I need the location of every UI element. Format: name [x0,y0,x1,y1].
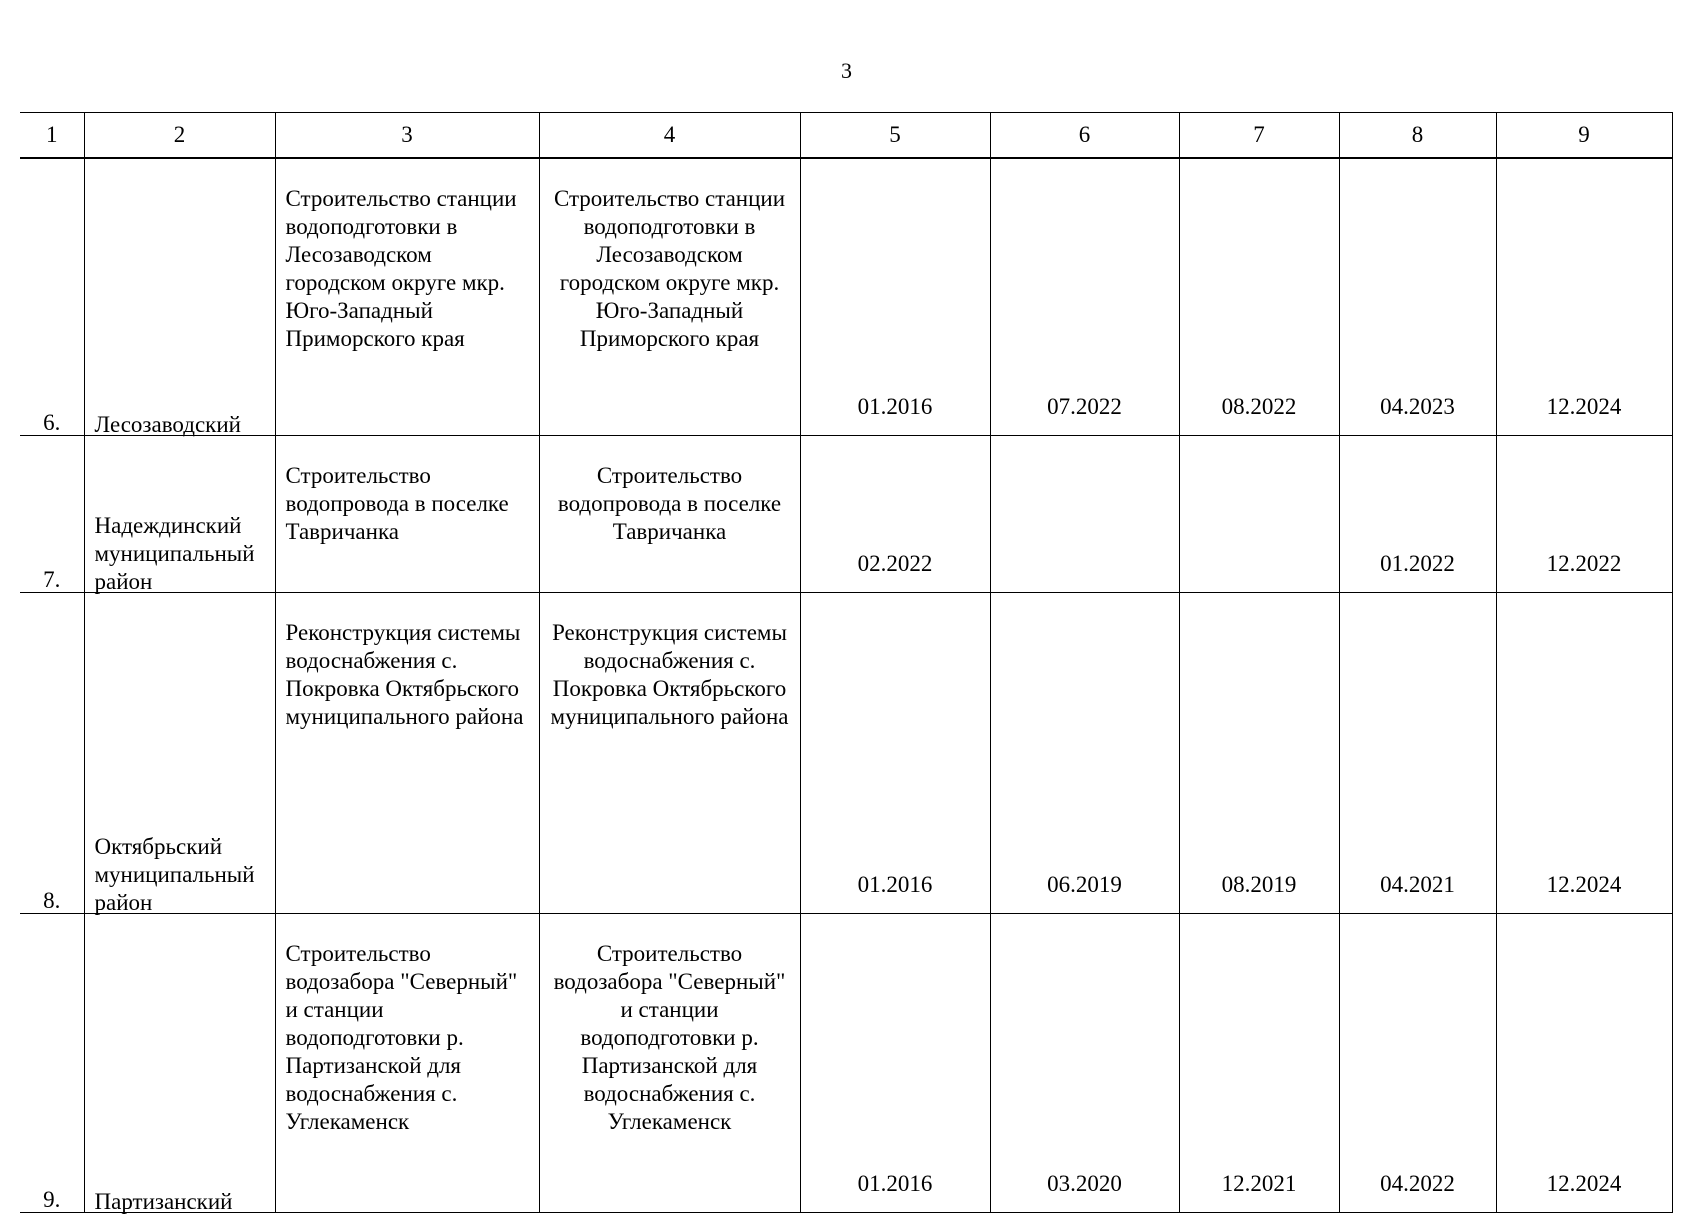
table-header-row [20,113,1672,159]
table-row [20,914,1672,1213]
header-cell-5: 5 [800,113,990,159]
row-number: 6. [43,410,61,435]
header-cell-3: 3 [275,113,539,159]
region-name: Партизанский [94,1189,233,1214]
header-cell-6: 6 [990,113,1179,159]
row-number-cell [20,158,84,436]
object-name-cell: Строительство водопровода в поселке Тавричанка [539,436,800,593]
date-cell-9: 12.2024 [1496,914,1672,1213]
header-cell-4: 4 [539,113,800,159]
header-cell-8: 8 [1339,113,1496,159]
object-name-cell: Строительство водозабора "Северный" и станции водоподготовки р. Партизанской для водоснабжения с. Углекаменск [539,914,800,1213]
date-cell-6: 03.2020 [990,914,1179,1213]
date-cell-6: 07.2022 [990,158,1179,436]
date-cell-8: 01.2022 [1339,436,1496,593]
row-number: 7. [43,567,61,592]
date-cell-8: 04.2021 [1339,593,1496,914]
region-cell [84,158,275,436]
object-name-cell: Реконструкция системы водоснабжения с. Покровка Октябрьского муниципального района [539,593,800,914]
date-cell-6: 06.2019 [990,593,1179,914]
date-cell-8: 04.2023 [1339,158,1496,436]
table-row [20,593,1672,914]
date-cell-8: 04.2022 [1339,914,1496,1213]
region-name: Лесозаводский [94,412,241,437]
row-number-cell [20,593,84,914]
date-cell-9: 12.2024 [1496,593,1672,914]
data-table [20,112,1673,1213]
object-name-cell: Строительство станции водоподготовки в Лесозаводском городском округе мкр. Юго-Западный Приморского края [539,158,800,436]
region-cell [84,914,275,1213]
date-cell-5: 01.2016 [800,158,990,436]
date-cell-7: 08.2022 [1179,158,1339,436]
table-row [20,158,1672,436]
date-cell-7: 08.2019 [1179,593,1339,914]
date-cell-5: 02.2022 [800,436,990,593]
row-number: 8. [43,888,61,913]
table-row [20,436,1672,593]
date-cell-6 [990,436,1179,593]
date-cell-9: 12.2022 [1496,436,1672,593]
date-cell-5: 01.2016 [800,914,990,1213]
row-number-cell [20,914,84,1213]
page-number: 3 [841,58,852,83]
header-cell-1: 1 [20,113,84,159]
project-name-cell: Строительство водозабора "Северный" и станции водоподготовки р. Партизанской для водоснабжения с. Углекаменск [275,914,539,1213]
header-cell-2: 2 [84,113,275,159]
date-cell-7: 12.2021 [1179,914,1339,1213]
row-number-cell [20,436,84,593]
region-cell [84,436,275,593]
header-cell-7: 7 [1179,113,1339,159]
region-name: Октябрьский муниципальный район [94,834,255,915]
region-name: Надеждинский муниципальный район [94,513,255,594]
row-number: 9. [43,1187,61,1212]
project-name-cell: Реконструкция системы водоснабжения с. Покровка Октябрьского муниципального района [275,593,539,914]
header-cell-9: 9 [1496,113,1672,159]
date-cell-7 [1179,436,1339,593]
date-cell-5: 01.2016 [800,593,990,914]
project-name-cell: Строительство водопровода в поселке Тавричанка [275,436,539,593]
project-name-cell: Строительство станции водоподготовки в Лесозаводском городском округе мкр. Юго-Западный Приморского края [275,158,539,436]
region-cell [84,593,275,914]
date-cell-9: 12.2024 [1496,158,1672,436]
